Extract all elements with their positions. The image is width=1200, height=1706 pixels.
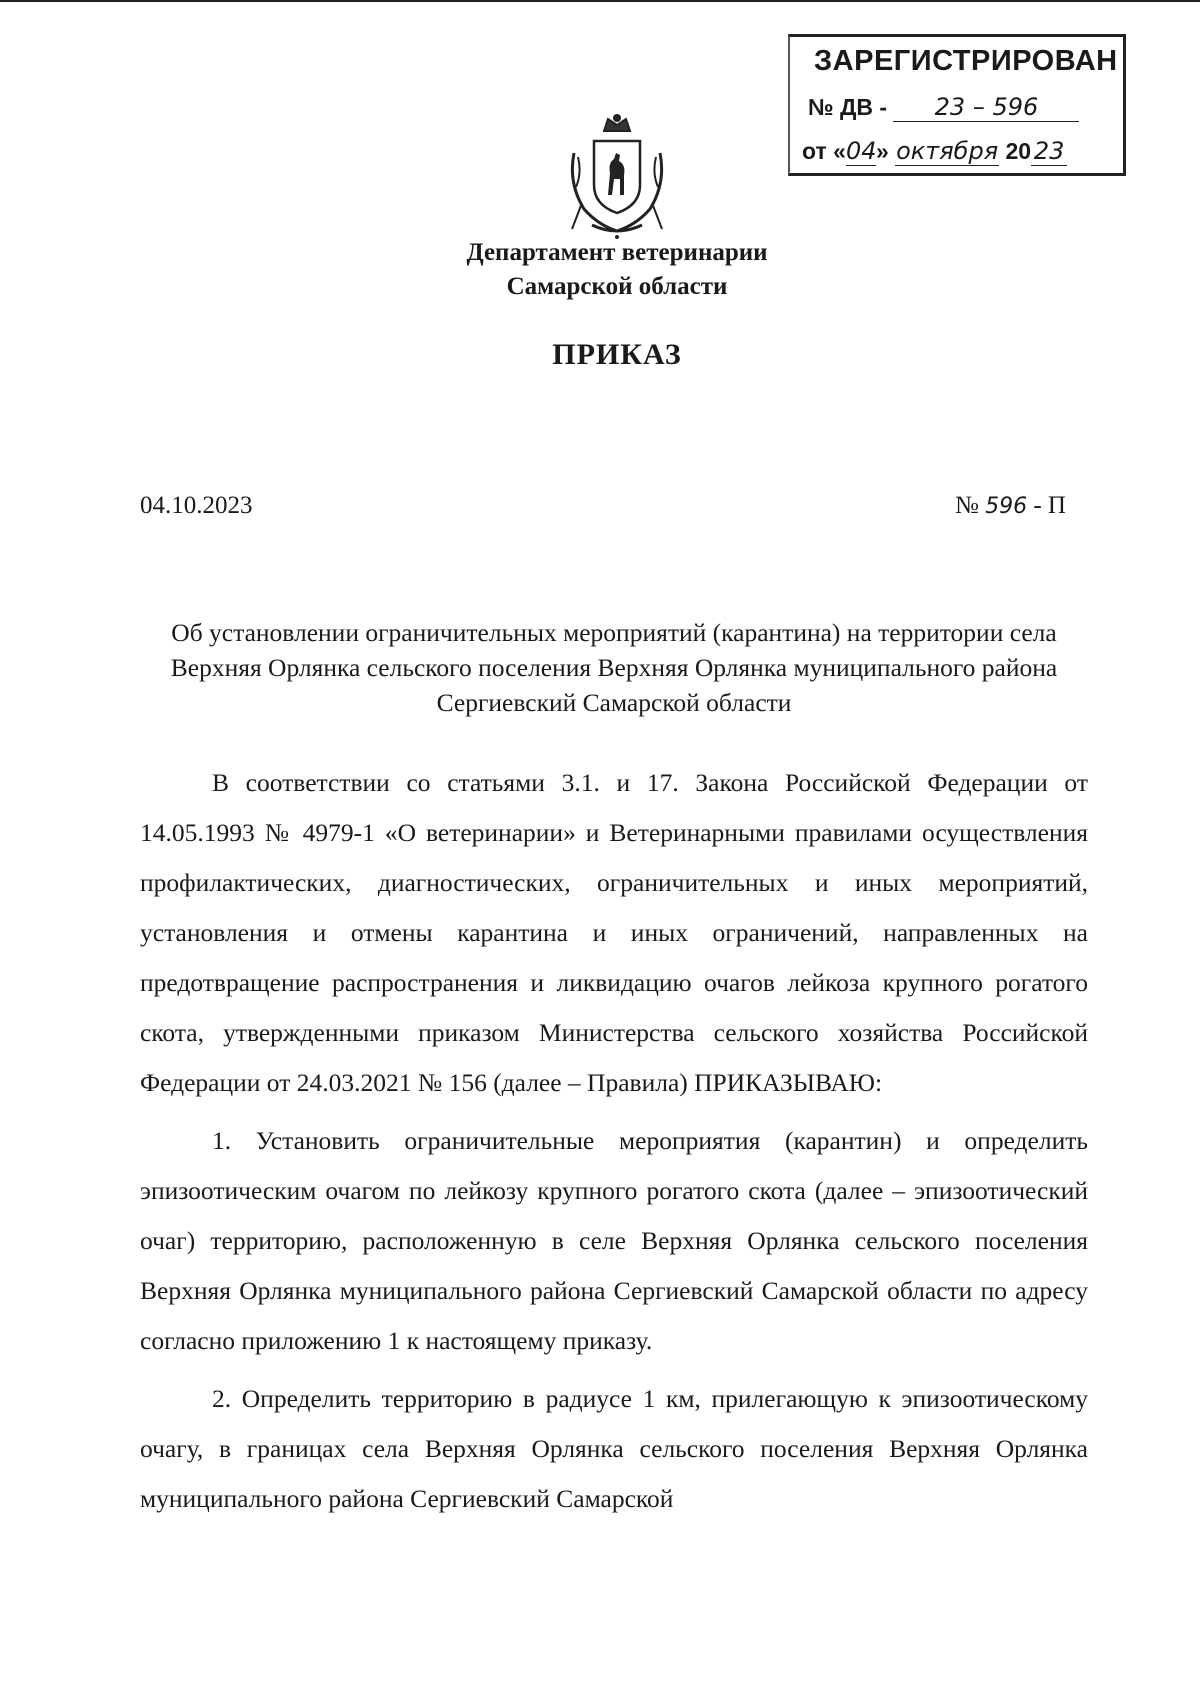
registration-stamp — [788, 34, 1126, 176]
stamp-date-mid: » — [875, 138, 889, 164]
order-number — [955, 492, 1066, 520]
coat-of-arms-emblem — [564, 113, 670, 239]
paragraph-preamble: В соответствии со статьями 3.1. и 17. Закона Российской Федерации от 14.05.1993 № 4979-1 «О ветеринарии» и Ветеринарными правилами осуществления профилактических, диагностических, ограничительных и иных мероприятий, установления и отмены карантина и иных ограничений, направленных на предотвращение распространения и ликвидацию очагов лейкоза крупного рогатого скота, утвержденными приказом Министерства сельского хозяйства Российской Федерации от 24.03.2021 № 156 (далее – Правила) ПРИКАЗЫВАЮ: — [140, 768, 1088, 1097]
department-name-line2: Самарской области — [506, 273, 728, 300]
stamp-number-value: 23 – 596 — [893, 93, 1079, 122]
paragraph-item-2: 2. Определить территорию в радиусе 1 км, прилегающую к эпизоотическому очагу, в границах села Верхняя Орлянка сельского поселения Верхняя Орлянка муниципального района Сергиевский Самарской — [140, 1384, 1088, 1513]
order-number-prefix: № — [955, 492, 979, 519]
stamp-date-prefix: от « — [802, 138, 846, 164]
stamp-number-label: № ДВ - — [808, 94, 888, 120]
order-body — [140, 758, 1088, 1532]
paragraph-item-1: 1. Установить ограничительные мероприятия (карантин) и определить эпизоотическим очагом по лейкозу крупного рогатого скота (далее – эпизоотический очаг) территорию, расположенную в селе Верхняя Орлянка сельского поселения Верхняя Орлянка муниципального района Сергиевский Самарской области по адресу согласно приложению 1 к настоящему приказу. — [140, 1126, 1088, 1355]
stamp-title: ЗАРЕГИСТРИРОВАН — [814, 45, 1118, 77]
stamp-date-month: октября — [896, 137, 999, 165]
stamp-date-year-prefix: 20 — [1005, 138, 1032, 164]
stamp-date-day: 04 — [845, 137, 877, 165]
stamp-date-year: 23 — [1031, 137, 1067, 166]
order-subject: Об установлении ограничительных мероприятий (карантина) на территории села Верхняя Орлянка сельского поселения Верхняя Орлянка муниципального района Сергиевский Самарской области — [170, 618, 1058, 717]
order-date: 04.10.2023 — [140, 492, 253, 519]
stamp-number-line — [808, 93, 1079, 122]
order-number-suffix: - П — [1033, 492, 1066, 519]
stamp-date-line — [802, 137, 1067, 166]
department-name-line1: Департамент ветеринарии — [466, 239, 768, 266]
order-number-value: 596 — [985, 494, 1028, 519]
document-type-title: ПРИКАЗ — [552, 338, 682, 371]
page-top-edge — [0, 0, 1200, 2]
